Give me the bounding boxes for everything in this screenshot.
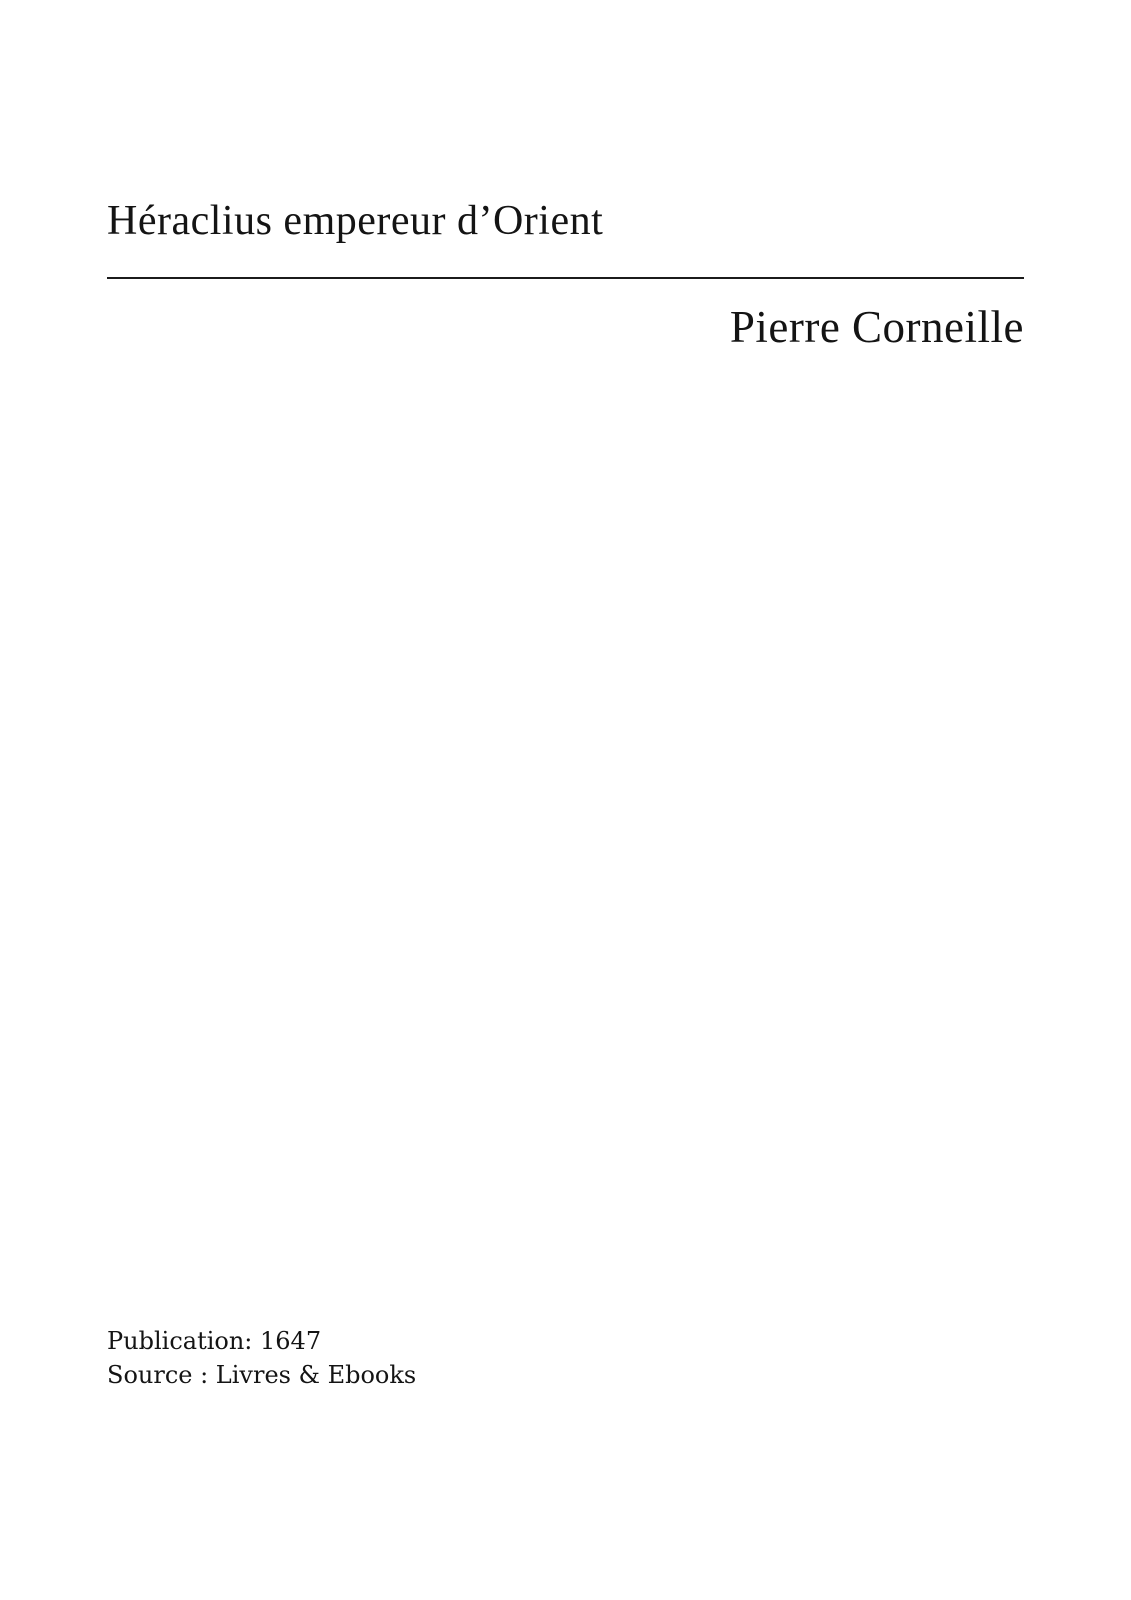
document-title: Héraclius empereur d’Orient	[107, 198, 604, 244]
title-block	[107, 196, 1024, 246]
document-author: Pierre Corneille	[729, 302, 1024, 352]
publication-line: Publication: 1647	[107, 1327, 322, 1355]
source-line: Source : Livres & Ebooks	[107, 1361, 417, 1389]
title-divider	[107, 277, 1024, 279]
meta-block	[107, 1324, 1024, 1392]
